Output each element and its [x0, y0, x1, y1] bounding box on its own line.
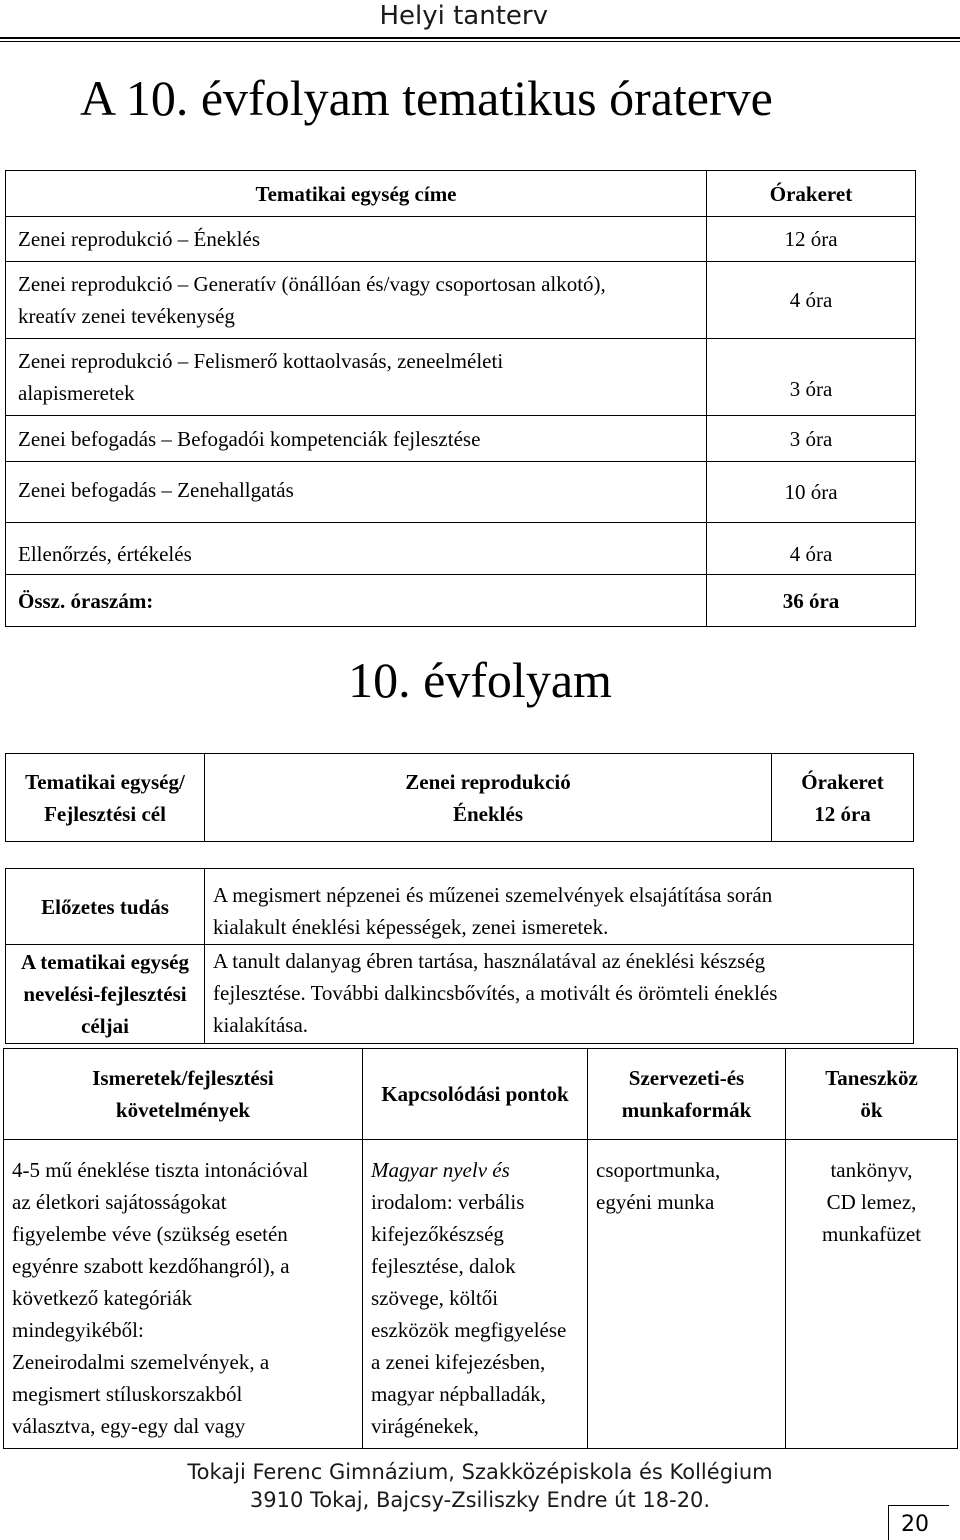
col-methods-header: Szervezeti-és munkaformák	[588, 1049, 786, 1140]
hours-cell: 12 óra	[707, 217, 916, 262]
goals-row	[6, 945, 914, 1044]
page-number: 20	[901, 1512, 929, 1537]
requirements-row	[4, 1140, 958, 1449]
hours-table	[5, 170, 916, 627]
col-topic-header: Tematikai egység címe	[6, 171, 707, 217]
unit-label: Tematikai egység/ Fejlesztési cél	[6, 754, 205, 842]
goals-text: A tanult dalanyag ébren tartása, használatával az éneklési készség fejlesztése. További dalkincsbővítés, a motivált és örömteli éneklés kialakítása.	[205, 945, 914, 1044]
unit-name: Zenei reprodukció Éneklés	[205, 754, 772, 842]
spacer-row	[6, 842, 914, 869]
header-title: Helyi tanterv	[379, 1, 548, 31]
footer-school: Tokaji Ferenc Gimnázium, Szakközépiskola és Kollégium	[187, 1460, 773, 1484]
unit-table	[5, 753, 914, 1044]
connections-cell: Magyar nyelv és irodalom: verbális kifejezőkészség fejlesztése, dalok szövege, költői eszközök megfigyelése a zenei kifejezésben, magyar népballadák, virágénekek,	[363, 1140, 588, 1449]
section-title: 10. évfolyam	[348, 652, 612, 708]
topic-cell: Zenei befogadás – Zenehallgatás	[6, 462, 707, 523]
table-row	[6, 262, 916, 339]
header-rule-thin	[0, 41, 960, 42]
requirements-table	[3, 1048, 958, 1449]
header-rule	[0, 37, 960, 39]
requirements-header-row	[4, 1049, 958, 1140]
page-title: A 10. évfolyam tematikus óraterve	[80, 70, 773, 126]
requirements-cell: 4-5 mű éneklése tiszta intonációval az életkori sajátosságokat figyelembe véve (szükség esetén egyénre szabott kezdőhangról), a következő kategóriák mindegyikéből: Zeneirodalmi szemelvények, a megismert stíluskorszakból választva, egy-egy dal vagy	[4, 1140, 363, 1449]
col-connections-header: Kapcsolódási pontok	[363, 1049, 588, 1140]
topic-cell: Ellenőrzés, értékelés	[6, 523, 707, 575]
col-hours-header: Órakeret	[707, 171, 916, 217]
tools-cell: tankönyv, CD lemez, munkafüzet	[786, 1140, 958, 1449]
topic-cell: Zenei reprodukció – Generatív (önállóan és/vagy csoportosan alkotó), kreatív zenei tevékenység	[6, 262, 707, 339]
hours-table-header	[6, 171, 916, 217]
prior-label: Előzetes tudás	[6, 869, 205, 945]
unit-header-row	[6, 754, 914, 842]
table-row	[6, 339, 916, 416]
goals-label: A tematikai egység nevelési-fejlesztési céljai	[6, 945, 205, 1044]
table-row	[6, 217, 916, 262]
hours-cell: 3 óra	[707, 339, 916, 416]
table-row	[6, 523, 916, 575]
methods-cell: csoportmunka, egyéni munka	[588, 1140, 786, 1449]
table-row	[6, 462, 916, 523]
topic-cell: Zenei reprodukció – Éneklés	[6, 217, 707, 262]
topic-cell: Zenei befogadás – Befogadói kompetenciák fejlesztése	[6, 416, 707, 462]
col-tools-header: Taneszköz ök	[786, 1049, 958, 1140]
total-hours: 36 óra	[707, 575, 916, 627]
prior-row	[6, 869, 914, 945]
topic-cell: Zenei reprodukció – Felismerő kottaolvasás, zeneelméleti alapismeretek	[6, 339, 707, 416]
footer-address: 3910 Tokaj, Bajcsy-Zsiliszky Endre út 18-20.	[249, 1488, 711, 1512]
table-row	[6, 416, 916, 462]
unit-hours: Órakeret 12 óra	[772, 754, 914, 842]
total-row	[6, 575, 916, 627]
hours-cell: 4 óra	[707, 523, 916, 575]
hours-cell: 4 óra	[707, 262, 916, 339]
prior-text: A megismert népzenei és műzenei szemelvények elsajátítása során kialakult éneklési képességek, zenei ismeretek.	[205, 869, 914, 945]
col-requirements-header: Ismeretek/fejlesztési követelmények	[4, 1049, 363, 1140]
hours-cell: 3 óra	[707, 416, 916, 462]
hours-cell: 10 óra	[707, 462, 916, 523]
total-label: Össz. óraszám:	[6, 575, 707, 627]
